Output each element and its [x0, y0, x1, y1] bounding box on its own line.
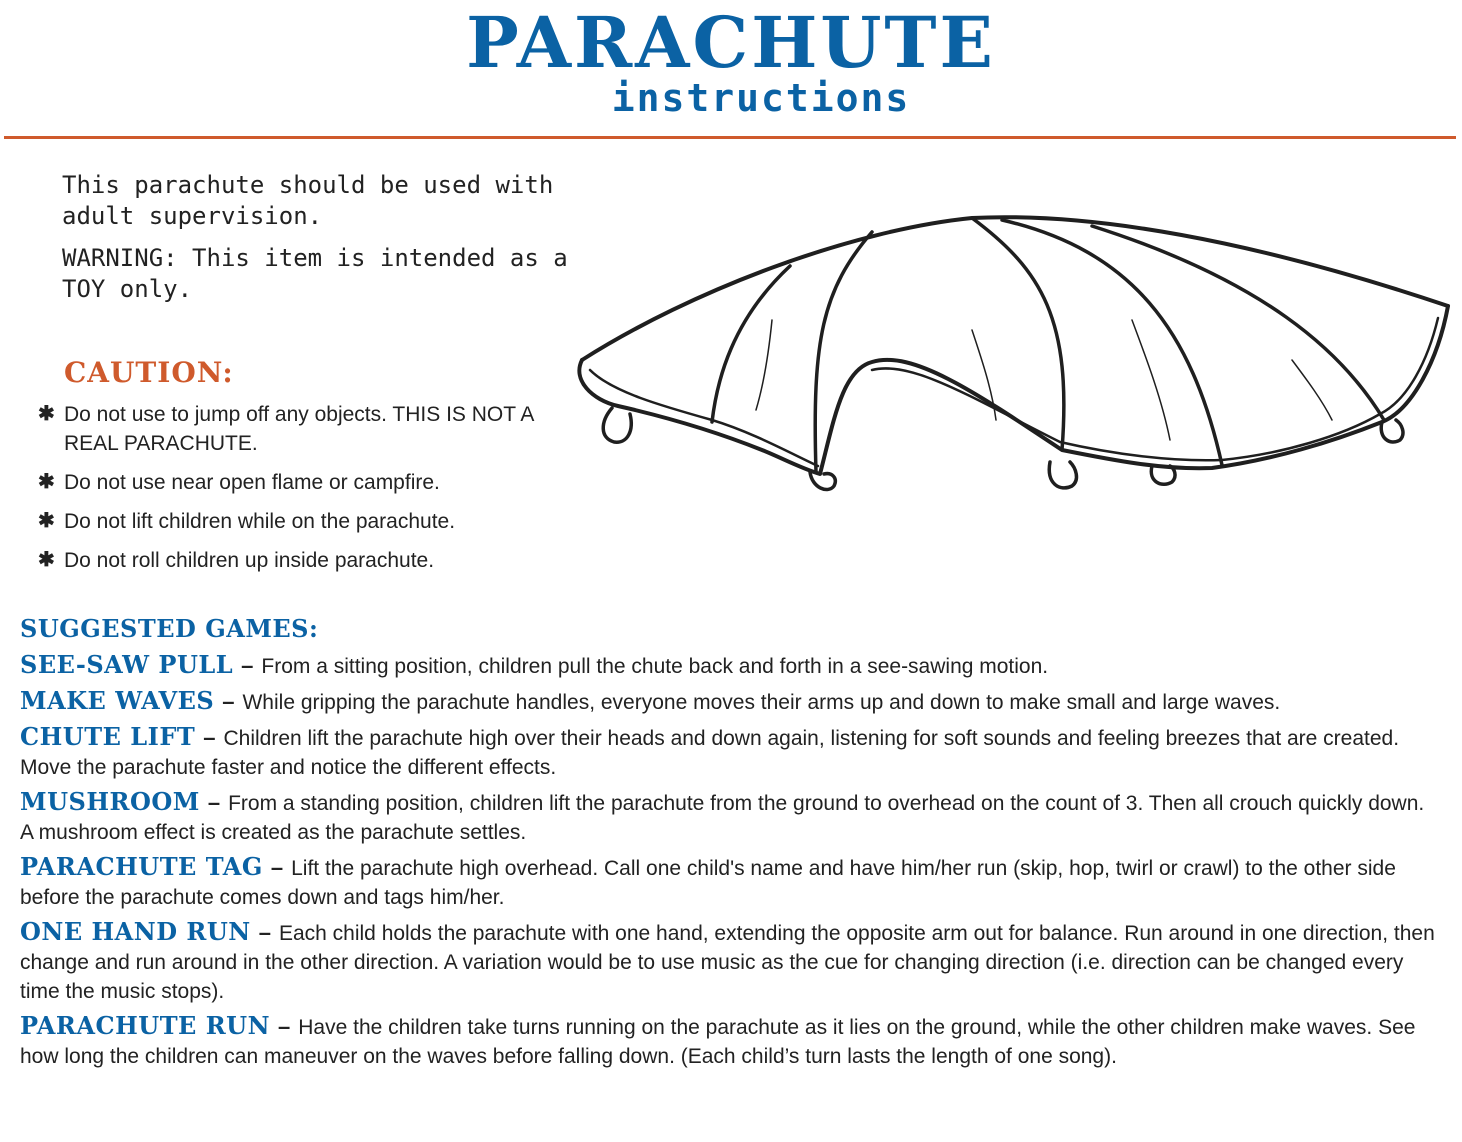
game-name: MUSHROOM [20, 787, 200, 816]
suggested-games [20, 612, 1440, 1076]
separator: – [203, 725, 216, 750]
game-description: Each child holds the parachute with one hand, extending the opposite arm out for balance. Run around in one direction, then change and run around in the other direction. A variation would be to use music as the cue for changing direction (i.e. direction can be changed every time the music stops). [20, 922, 1435, 1003]
games-heading: SUGGESTED GAMES: [20, 614, 319, 643]
asterisk-icon: ✱ [38, 403, 55, 425]
game-item [20, 650, 1440, 681]
page-title: PARACHUTE [466, 1, 996, 84]
game-description: Lift the parachute high overhead. Call one child's name and have him/her run (skip, hop, twirl or crawl) to the other side before the parachute comes down and tags him/her. [20, 857, 1396, 909]
game-item [20, 852, 1440, 912]
page-subtitle: instructions [611, 76, 911, 120]
separator: – [222, 689, 235, 714]
supervision-note: This parachute should be used with adult supervision. [62, 171, 554, 230]
list-item [38, 507, 578, 536]
parachute-illustration [572, 210, 1452, 500]
asterisk-icon: ✱ [38, 471, 55, 493]
game-description: From a standing position, children lift the parachute from the ground to overhead on the count of 3. Then all crouch quickly down. A mushroom effect is created as the parachute settles. [20, 792, 1425, 844]
game-name: CHUTE LIFT [20, 722, 196, 751]
game-name: SEE-SAW PULL [20, 650, 234, 679]
game-description: From a sitting position, children pull the chute back and forth in a see-sawing motion. [261, 655, 1049, 678]
header-divider [4, 136, 1456, 139]
asterisk-icon: ✱ [38, 510, 55, 532]
game-item [20, 722, 1440, 782]
caution-text: Do not lift children while on the parachute. [64, 510, 456, 533]
separator: – [270, 855, 284, 880]
separator: – [278, 1014, 291, 1039]
game-name: PARACHUTE TAG [20, 852, 263, 881]
game-item [20, 917, 1440, 1006]
game-name: MAKE WAVES [20, 686, 215, 715]
separator: – [207, 790, 221, 815]
list-item [38, 468, 578, 497]
separator: – [241, 653, 254, 678]
caution-heading: CAUTION: [64, 356, 234, 389]
list-item [38, 546, 578, 575]
caution-list [38, 400, 578, 585]
caution-text: Do not roll children up inside parachute. [64, 549, 435, 572]
caution-text: Do not use near open flame or campfire. [64, 471, 440, 494]
separator: – [258, 920, 271, 945]
game-name: PARACHUTE RUN [20, 1011, 271, 1040]
game-item [20, 787, 1440, 847]
game-description: Children lift the parachute high over their heads and down again, listening for soft sounds and feeling breezes that are created. Move the parachute faster and notice the different effects. [20, 727, 1400, 779]
game-item [20, 686, 1440, 717]
game-description: Have the children take turns running on the parachute as it lies on the ground, while the other children make waves. See how long the children can maneuver on the waves before falling down. (Each child’s turn lasts the length of one song). [20, 1016, 1416, 1068]
list-item [38, 400, 578, 458]
game-item [20, 1011, 1440, 1071]
game-description: While gripping the parachute handles, everyone moves their arms up and down to make small and large waves. [242, 691, 1281, 714]
asterisk-icon: ✱ [38, 549, 55, 571]
caution-text: Do not use to jump off any objects. THIS IS NOT A REAL PARACHUTE. [64, 403, 534, 455]
toy-warning: WARNING: This item is intended as a TOY only. [62, 244, 568, 303]
game-name: ONE HAND RUN [20, 917, 251, 946]
